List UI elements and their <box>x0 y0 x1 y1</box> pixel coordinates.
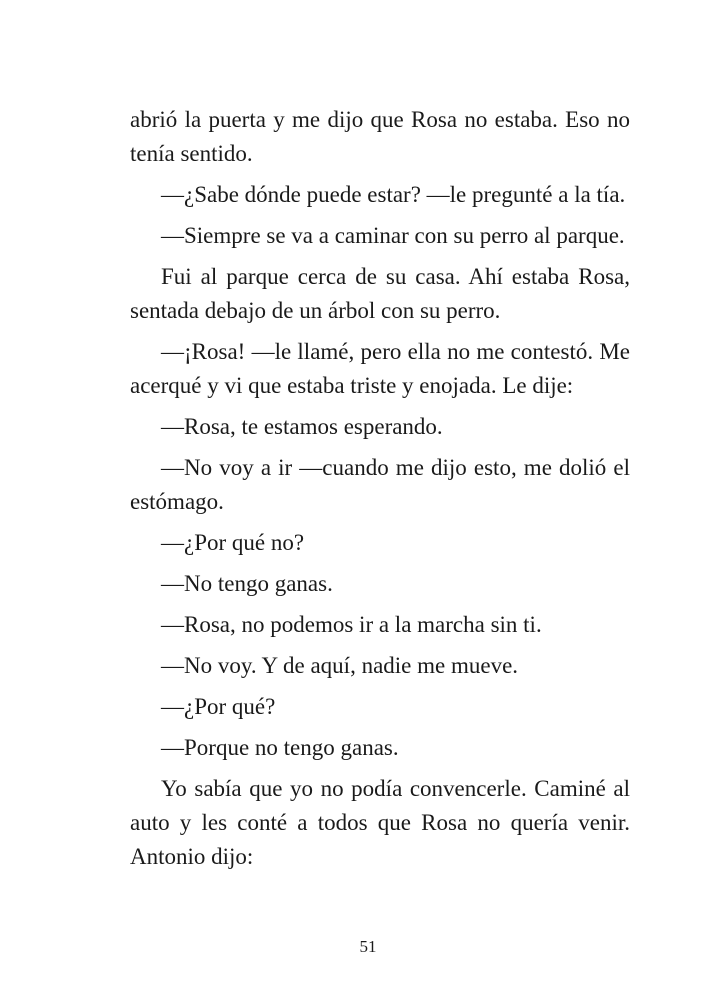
paragraph-12: —¿Por qué? <box>161 694 276 719</box>
paragraph-1: abrió la puerta y me dijo que Rosa no estaba. Eso no tenía sentido. <box>130 107 630 166</box>
paragraph-13: —Porque no tengo ganas. <box>161 735 399 760</box>
paragraph-11: —No voy. Y de aquí, nadie me mueve. <box>161 653 519 678</box>
paragraph-5: —¡Rosa! —le llamé, pero ella no me contestó. Me acerqué y vi que estaba triste y enojada. Le dije: <box>130 339 630 398</box>
paragraph-8: —¿Por qué no? <box>161 530 305 555</box>
page-number: 51 <box>359 937 377 956</box>
paragraph-9: —No tengo ganas. <box>161 571 333 596</box>
paragraph-7: —No voy a ir —cuando me dijo esto, me dolió el estómago. <box>130 455 630 514</box>
paragraph-4: Fui al parque cerca de su casa. Ahí estaba Rosa, sentada debajo de un árbol con su perro. <box>130 264 630 323</box>
paragraph-3: —Siempre se va a caminar con su perro al parque. <box>161 223 625 248</box>
paragraph-10: —Rosa, no podemos ir a la marcha sin ti. <box>161 612 542 637</box>
paragraph-6: —Rosa, te estamos esperando. <box>161 414 443 439</box>
paragraph-2: —¿Sabe dónde puede estar? —le pregunté a la tía. <box>161 182 626 207</box>
page-body <box>130 103 630 881</box>
paragraph-14: Yo sabía que yo no podía convencerle. Caminé al auto y les conté a todos que Rosa no quería venir. Antonio dijo: <box>130 776 630 869</box>
